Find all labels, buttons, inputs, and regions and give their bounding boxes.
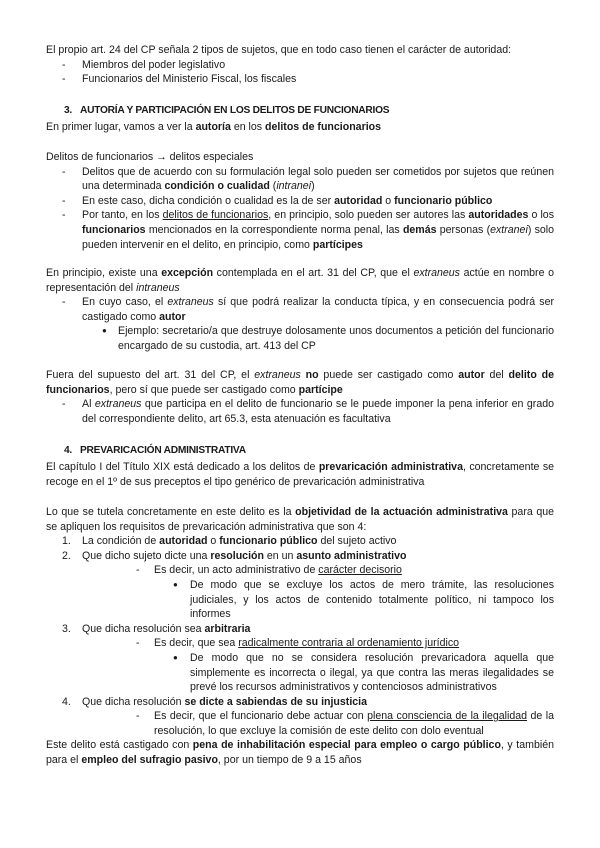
section-3-block-a (46, 150, 554, 252)
list-item: 2. Que dicho sujeto dicte una resolución en un asunto administrativo (62, 549, 407, 562)
list-item: ● De modo que no se considera resolución prevaricadora aquella que simplemente es incorrecta o ilegal, ya que contra las meras ilegalidades se prevé los recursos administrativos y contenciosos administrativos (46, 651, 554, 695)
section-4-body: Lo que se tutela concretamente en este delito es la objetividad de la actuación administrativa para que se apliquen los requisitos de prevaricación administrativa que son 4: 1. La condición de autoridad o funcionario público del sujeto activo 2. Que dicho sujeto dicte una resolución en un asunto administrativo - Es decir, un acto administrativo de carácter decisorio ● De modo que se excluye los actos de mero trámite, las resoluciones judiciales, y los actos de contenido totalmente político, ni tampoco los informes 3. Que dicha resolución sea arbitraria - Es decir, que sea radicalmente contraria al ordenamiento jurídico ● De modo que no se considera resolución prevaricadora aquella que simplemente es incorrecta o ilegal, ya que contra las meras ilegalidades se prevé los recursos administrativos y contenciosos administrativos 4. Que dicha resolución se dicte a sabiendas de su injusticia - Es decir, que el funcionario debe actuar con plena consciencia de la ilegalidad de la resolución, lo que excluye la comisión de este delito con dolo eventual (46, 505, 554, 739)
list-item: - Delitos que de acuerdo con su formulación legal solo pueden ser cometidos por sujetos que reúnen una determinada condición o cualidad (intranei) (46, 165, 554, 194)
section-3-lead: En primer lugar, vamos a ver la autoría en los delitos de funcionarios (46, 121, 382, 133)
definition-line: Delitos de funcionarios → delitos especiales (46, 151, 254, 163)
section-number: 4. (64, 445, 72, 456)
section-4-heading (46, 444, 554, 459)
intro-list (46, 58, 554, 87)
list-item: - Miembros del poder legislativo (46, 58, 554, 73)
intro-line: El propio art. 24 del CP señala 2 tipos de sujetos, que en todo caso tienen el carácter de autoridad: (46, 44, 512, 56)
list-item: - Al extraneus que participa en el delito de funcionario se le puede imponer la pena inferior en grado del correspondiente delito, art 65.3, esta atenuación es facultativa (46, 397, 554, 426)
example-bullet: ● Ejemplo: secretario/a que destruye dolosamente unos documentos a petición del funcionario encargado de su custodia, art. 413 del CP (46, 324, 554, 353)
list-item: ● De modo que se excluye los actos de mero trámite, las resoluciones judiciales, y los actos de contenido totalmente político, ni tampoco los informes (46, 578, 554, 622)
section-title: AUTORÍA Y PARTICIPACIÓN EN LOS DELITOS DE FUNCIONARIOS (80, 105, 390, 116)
definition-list (46, 165, 554, 253)
list-item: 3. Que dicha resolución sea arbitraria (62, 622, 251, 635)
list-item: - Funcionarios del Ministerio Fiscal, los fiscales (46, 72, 554, 87)
section-3-fuera (46, 368, 554, 426)
intro-block (46, 43, 554, 87)
requirements-list (46, 534, 554, 738)
section-number: 3. (64, 105, 72, 116)
section-4-intro: El capítulo I del Título XIX está dedicado a los delitos de prevaricación administrativa, concretamente se recoge en el 1º de sus preceptos el tipo genérico de prevaricación administrativa (46, 461, 555, 488)
list-item: - Por tanto, en los delitos de funcionarios, en principio, solo pueden ser autores las autoridades o los funcionarios mencionados en la correspondiente norma penal, las demás personas (extranei) solo pueden intervenir en el delito, en principio, como partícipes (46, 208, 554, 252)
list-item: 4. Que dicha resolución se dicte a sabiendas de su injusticia (62, 695, 367, 708)
section-title: PREVARICACIÓN ADMINISTRATIVA (80, 445, 246, 456)
list-item: - Es decir, que el funcionario debe actuar con plena consciencia de la ilegalidad de la resolución, lo que excluye la comisión de este delito con dolo eventual (46, 709, 554, 738)
list-item: - En cuyo caso, el extraneus sí que podrá realizar la conducta típica, y en consecuencia podrá ser castigado como autor (46, 295, 554, 324)
section-3-exception (46, 266, 554, 354)
exception-paragraph: En principio, existe una excepción contemplada en el art. 31 del CP, que el extraneus actúe en nombre o representación del intraneus (46, 267, 554, 294)
list-item: - Es decir, que sea radicalmente contraria al ordenamiento jurídico (46, 636, 554, 651)
list-item: - En este caso, dicha condición o cualidad es la de ser autoridad o funcionario público (46, 194, 554, 209)
list-item: 1. La condición de autoridad o funcionario público del sujeto activo (62, 535, 397, 548)
section-3-heading (46, 104, 554, 119)
section-4-final: Este delito está castigado con pena de inhabilitación especial para empleo o cargo público, y también para el empleo del sufragio pasivo, por un tiempo de 9 a 15 años (46, 739, 554, 766)
fuera-paragraph: Fuera del supuesto del art. 31 del CP, el extraneus no puede ser castigado como autor del delito de funcionarios, pero sí que puede ser castigado como partícipe (46, 369, 554, 396)
list-item: - Es decir, un acto administrativo de carácter decisorio (46, 563, 554, 578)
